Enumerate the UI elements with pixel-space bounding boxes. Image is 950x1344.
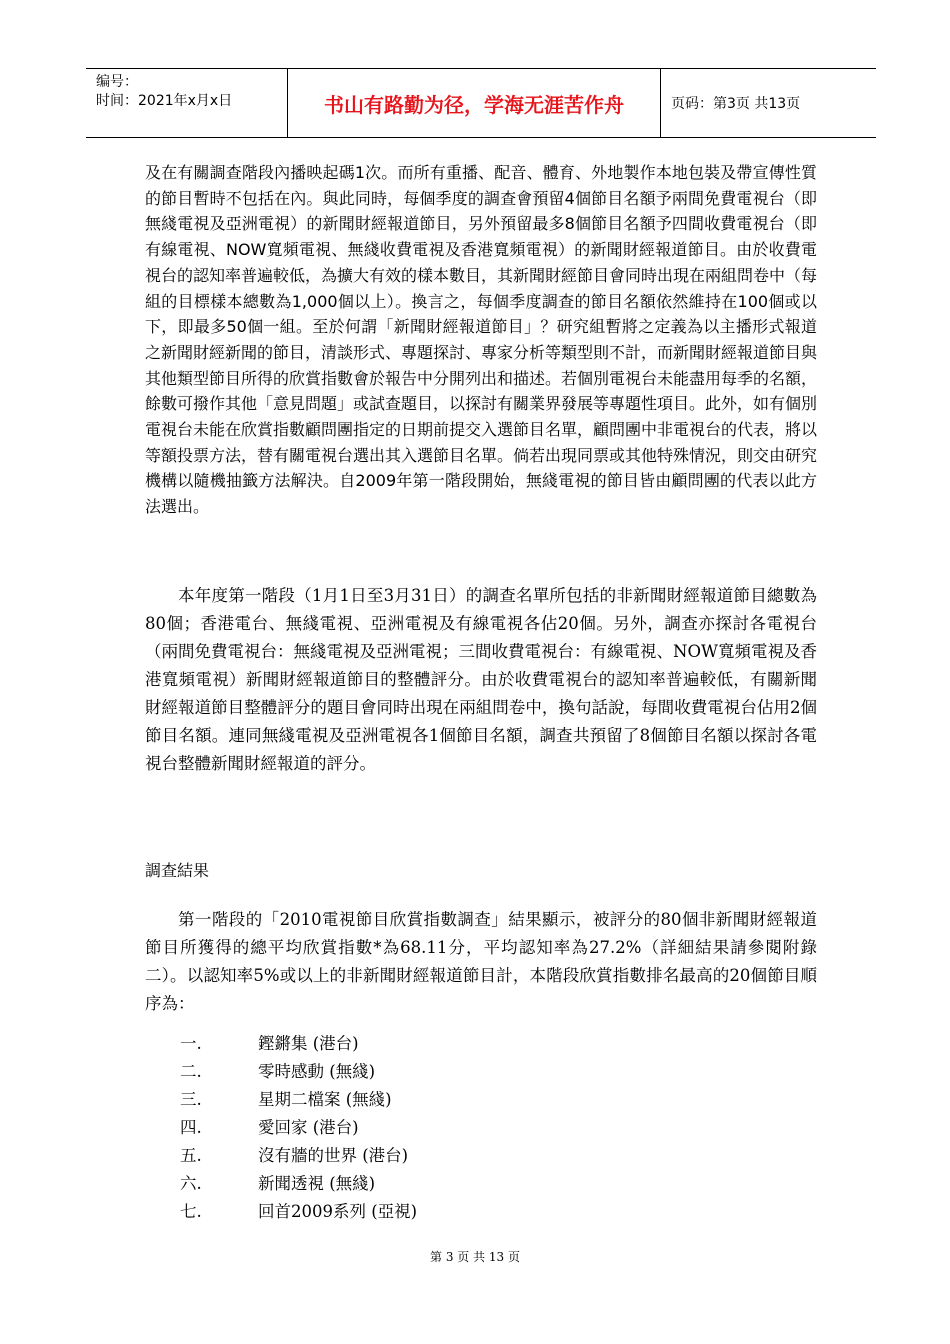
list-item-number: 六. xyxy=(180,1174,202,1193)
list-item-title: 鏗鏘集 (港台) xyxy=(258,1034,359,1053)
list-item-title: 沒有牆的世界 (港台) xyxy=(258,1146,409,1165)
paragraph-2: 本年度第一階段（1月1日至3月31日）的調查名單所包括的非新聞財經報道節目總數為80個；香港電台、無綫電視、亞洲電視及有線電視各佔20個。另外，調查亦探討各電視台（兩間免費電視台：無綫電視及亞洲電視；三間收費電視台：有線電視、NOW寬頻電視及香港寬頻電視）新聞財經報道節目的整體評分。由於收費電視台的認知率普遍較低，有關新聞財經報道節目整體評分的題目會同時出現在兩組問卷中，換句話說，每間收費電視台佔用2個節目名額。連同無綫電視及亞洲電視各1個節目名額，調查共預留了8個節目名額以探討各電視台整體新聞財經報道的評分。 xyxy=(145,586,817,773)
list-item xyxy=(180,1086,680,1114)
list-item-title: 星期二檔案 (無綫) xyxy=(258,1090,392,1109)
paragraph-1: 及在有關調查階段內播映起碼1次。而所有重播、配音、體育、外地製作本地包裝及帶宣傳性質的節目暫時不包括在內。與此同時，每個季度的調查會預留4個節目名額予兩間免費電視台（即無綫電視及亞洲電視）的新聞財經報道節目，另外預留最多8個節目名額予四間收費電視台（即有線電視、NOW寬頻電視、無綫收費電視及香港寬頻電視）的新聞財經報道節目。由於收費電視台的認知率普遍較低，為擴大有效的樣本數目，其新聞財經節目會同時出現在兩組問卷中（每組的目標樣本總數為1,000個以上）。換言之，每個季度調查的節目名額依然維持在100個或以下，即最多50個一組。至於何謂「新聞財經報道節目」？研究組暫將之定義為以主播形式報道之新聞財經新聞的節目，清談形式、專題探討、專家分析等類型則不計，而新聞財經報道節目與其他類型節目所得的欣賞指數會於報告中分開列出和描述。若個別電視台未能盡用每季的名額，餘數可撥作其他「意見問題」或試查題目，以探討有關業界發展等專題性項目。此外，如有個別電視台未能在欣賞指數顧問團指定的日期前提交入選節目名單，顧問團中非電視台的代表，將以等額投票方法，替有關電視台選出其入選節目名單。倘若出現同票或其他特殊情況，則交由研究機構以隨機抽籤方法解決。自2009年第一階段開始，無綫電視的節目皆由顧問團的代表以此方法選出。 xyxy=(145,163,818,517)
page-footer: 第 3 页 共 13 页 xyxy=(430,1250,520,1264)
list-item-title: 回首2009系列 (亞視) xyxy=(258,1202,418,1221)
page-header xyxy=(86,68,876,138)
section-heading: 調查結果 xyxy=(145,861,210,880)
list-item xyxy=(180,1058,680,1086)
header-page-info: 页码：第3页 共13页 xyxy=(671,96,801,112)
list-item-number: 二. xyxy=(180,1062,202,1081)
list-item-number: 一. xyxy=(180,1034,202,1053)
list-item xyxy=(180,1142,680,1170)
list-item xyxy=(180,1114,680,1142)
list-item-number: 三. xyxy=(180,1090,202,1109)
list-item-title: 新聞透視 (無綫) xyxy=(258,1174,376,1193)
header-meta xyxy=(96,73,286,111)
list-item-number: 五. xyxy=(180,1146,202,1165)
paragraph-3: 第一階段的「2010電視節目欣賞指數調查」結果顯示，被評分的80個非新聞財經報道節目所獲得的總平均欣賞指數*為68.11分，平均認知率為27.2%（詳細結果請參閱附錄二）。以認知率5%或以上的非新聞財經報道節目計，本階段欣賞指數排名最高的20個節目順序為： xyxy=(145,910,817,1013)
ranking-list xyxy=(180,1030,680,1226)
list-item-title: 愛回家 (港台) xyxy=(258,1118,359,1137)
list-item xyxy=(180,1170,680,1198)
list-item-number: 七. xyxy=(180,1202,202,1221)
list-item-title: 零時感動 (無綫) xyxy=(258,1062,376,1081)
header-divider xyxy=(660,69,661,137)
serial-number-label: 编号： xyxy=(96,74,138,90)
date-label: 时间：2021年x月x日 xyxy=(96,93,233,109)
header-motto: 书山有路勤为径，学海无涯苦作舟 xyxy=(324,92,624,117)
list-item xyxy=(180,1030,680,1058)
list-item-number: 四. xyxy=(180,1118,202,1137)
list-item xyxy=(180,1198,680,1226)
